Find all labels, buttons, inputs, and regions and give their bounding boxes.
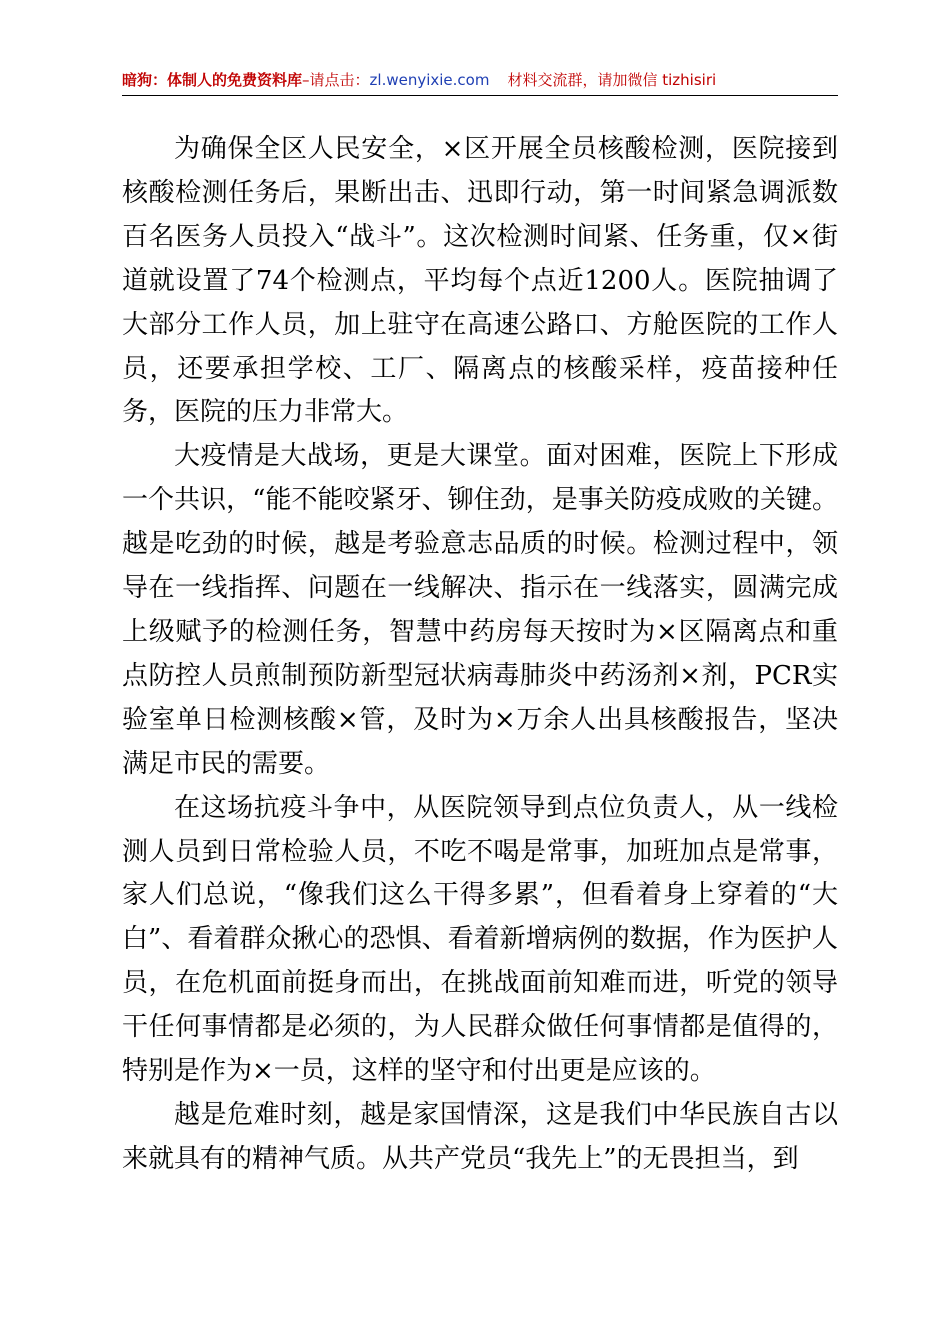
- header-group-text: 材料交流群，请加微信 tizhisiri: [507, 71, 717, 89]
- header-link[interactable]: zl.wenyixie.com: [369, 71, 490, 89]
- paragraph-3: 在这场抗疫斗争中，从医院领导到点位负责人，从一线检测人员到日常检验人员，不吃不喝是常事，加班加点是常事，家人们总说，“像我们这么干得多累”，但看着身上穿着的“大白”、看着群众揪心的恐惧、看着新增病例的数据，作为医护人员，在危机面前挺身而出，在挑战面前知难而进，听党的领导干任何事情都是必须的，为人民群众做任何事情都是值得的，特别是作为×一员，这样的坚守和付出更是应该的。: [122, 792, 838, 1087]
- paragraph-1: 为确保全区人民安全，×区开展全员核酸检测，医院接到核酸检测任务后，果断出击、迅即行动，第一时间紧急调派数百名医务人员投入“战斗”。这次检测时间紧、任务重，仅×街道就设置了74个检测点，平均每个点近1200人。医院抽调了大部分工作人员，加上驻守在高速公路口、方舱医院的工作人员，还要承担学校、工厂、隔离点的核酸采样，疫苗接种任务，医院的压力非常大。: [122, 134, 838, 428]
- header-brand: 暗狗：体制人的免费资料库: [122, 71, 303, 89]
- header-divider: [122, 95, 838, 96]
- page-header: [122, 66, 838, 94]
- paragraph-2: 大疫情是大战场，更是大课堂。面对困难，医院上下形成一个共识，“能不能咬紧牙、铆住劲，是事关防疫成败的关键。越是吃劲的时候，越是考验意志品质的时候。检测过程中，领导在一线指挥、问题在一线解决、指示在一线落实，圆满完成上级赋予的检测任务，智慧中药房每天按时为×区隔离点和重点防控人员煎制预防新型冠状病毒肺炎中药汤剂×剂，PCR实验室单日检测核酸×管，及时为×万余人出具核酸报告，坚决满足市民的需要。: [122, 441, 838, 779]
- document-body: [122, 128, 838, 1182]
- header-click-prompt: –请点击：: [302, 71, 370, 89]
- paragraph-4: 越是危难时刻，越是家国情深，这是我们中华民族自古以来就具有的精神气质。从共产党员“我先上”的无畏担当，到: [122, 1099, 838, 1174]
